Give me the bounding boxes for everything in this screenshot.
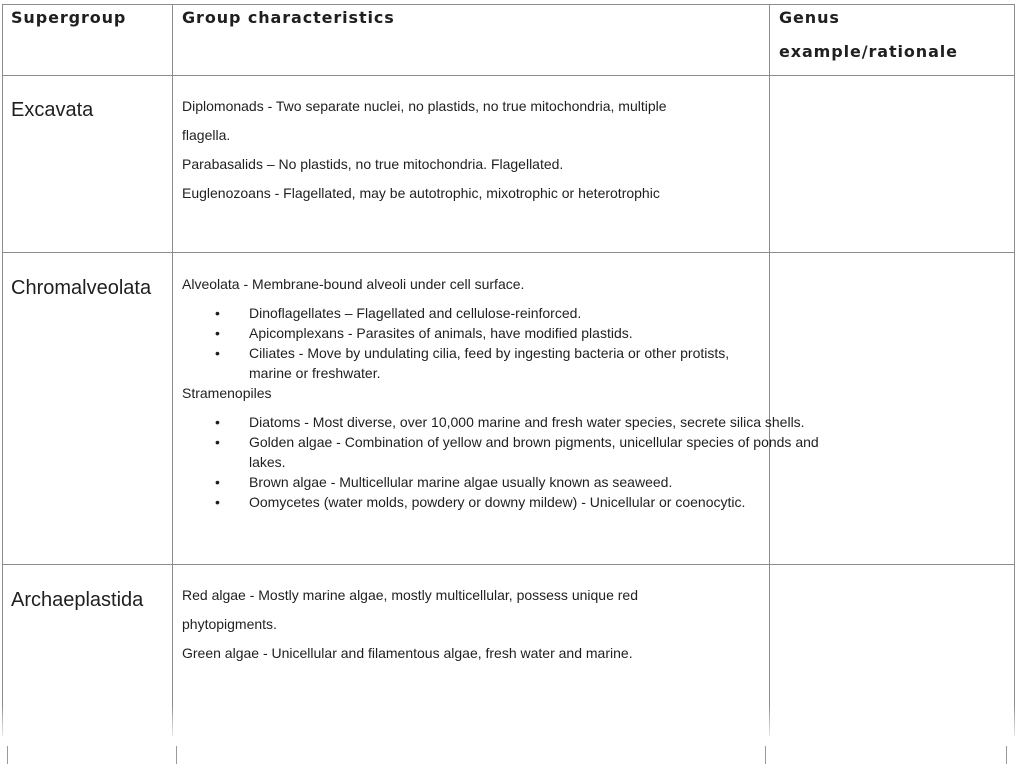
header-supergroup: Supergroup bbox=[11, 8, 127, 27]
group-characteristics bbox=[182, 92, 762, 208]
supergroup-name: Chromalveolata bbox=[11, 277, 152, 299]
header-genus-example bbox=[779, 1, 958, 69]
header-genus-line: example/rationale bbox=[779, 42, 958, 61]
bullet: • bbox=[215, 305, 220, 321]
list-item: • Diatoms - Most diverse, over 10,000 marine and fresh water species, secrete silica shells. bbox=[215, 414, 805, 430]
list-item: • Brown algae - Multicellular marine algae usually known as seaweed. bbox=[215, 474, 673, 490]
subgroup-heading: Stramenopiles bbox=[182, 385, 272, 401]
next-page-border-stub bbox=[176, 746, 177, 764]
characteristic-line: Red algae - Mostly marine algae, mostly multicellular, possess unique red bbox=[182, 587, 638, 603]
characteristic-line: Diplomonads - Two separate nuclei, no plastids, no true mitochondria, multiple bbox=[182, 98, 667, 114]
column-divider bbox=[172, 4, 173, 737]
characteristic-line: Euglenozoans - Flagellated, may be autotrophic, mixotrophic or heterotrophic bbox=[182, 185, 660, 201]
bullet: • bbox=[215, 474, 220, 490]
characteristic-line: flagella. bbox=[182, 127, 231, 143]
header-genus-line: Genus bbox=[779, 8, 840, 27]
group-characteristics bbox=[182, 274, 819, 512]
list-item: • Dinoflagellates – Flagellated and cellulose-reinforced. bbox=[215, 305, 582, 321]
bullet: • bbox=[215, 345, 220, 361]
genus-example-cell[interactable] bbox=[770, 76, 1014, 252]
next-page-border-stub bbox=[1006, 746, 1007, 764]
table-border-left bbox=[2, 4, 3, 737]
list-item: • Golden algae - Combination of yellow and brown pigments, unicellular species of ponds and lakes. bbox=[215, 434, 819, 470]
bullet: • bbox=[215, 325, 220, 341]
group-characteristics bbox=[182, 581, 762, 668]
next-page-border-stub bbox=[7, 746, 8, 764]
characteristic-line: Green algae - Unicellular and filamentous algae, fresh water and marine. bbox=[182, 645, 633, 661]
bullet: • bbox=[215, 494, 220, 510]
stramenopiles-list bbox=[182, 412, 819, 512]
subgroup-heading: Alveolata - Membrane-bound alveoli under cell surface. bbox=[182, 276, 525, 292]
page-gap bbox=[0, 736, 1024, 746]
header-group-characteristics: Group characteristics bbox=[182, 8, 395, 27]
bullet: • bbox=[215, 434, 220, 450]
genus-example-cell[interactable] bbox=[770, 253, 1014, 564]
bullet: • bbox=[215, 414, 220, 430]
supergroup-name: Archaeplastida bbox=[11, 589, 144, 611]
characteristic-line: phytopigments. bbox=[182, 616, 277, 632]
list-item: • Ciliates - Move by undulating cilia, feed by ingesting bacteria or other protists, marine or freshwater. bbox=[215, 345, 730, 381]
next-page-border-stub bbox=[765, 746, 766, 764]
table-border-right bbox=[1014, 4, 1015, 737]
list-item: • Apicomplexans - Parasites of animals, have modified plastids. bbox=[215, 325, 633, 341]
alveolata-list bbox=[182, 303, 767, 383]
list-item: • Oomycetes (water molds, powdery or downy mildew) - Unicellular or coenocytic. bbox=[215, 494, 746, 510]
characteristic-line: Parabasalids – No plastids, no true mitochondria. Flagellated. bbox=[182, 156, 564, 172]
supergroup-name: Excavata bbox=[11, 99, 94, 121]
